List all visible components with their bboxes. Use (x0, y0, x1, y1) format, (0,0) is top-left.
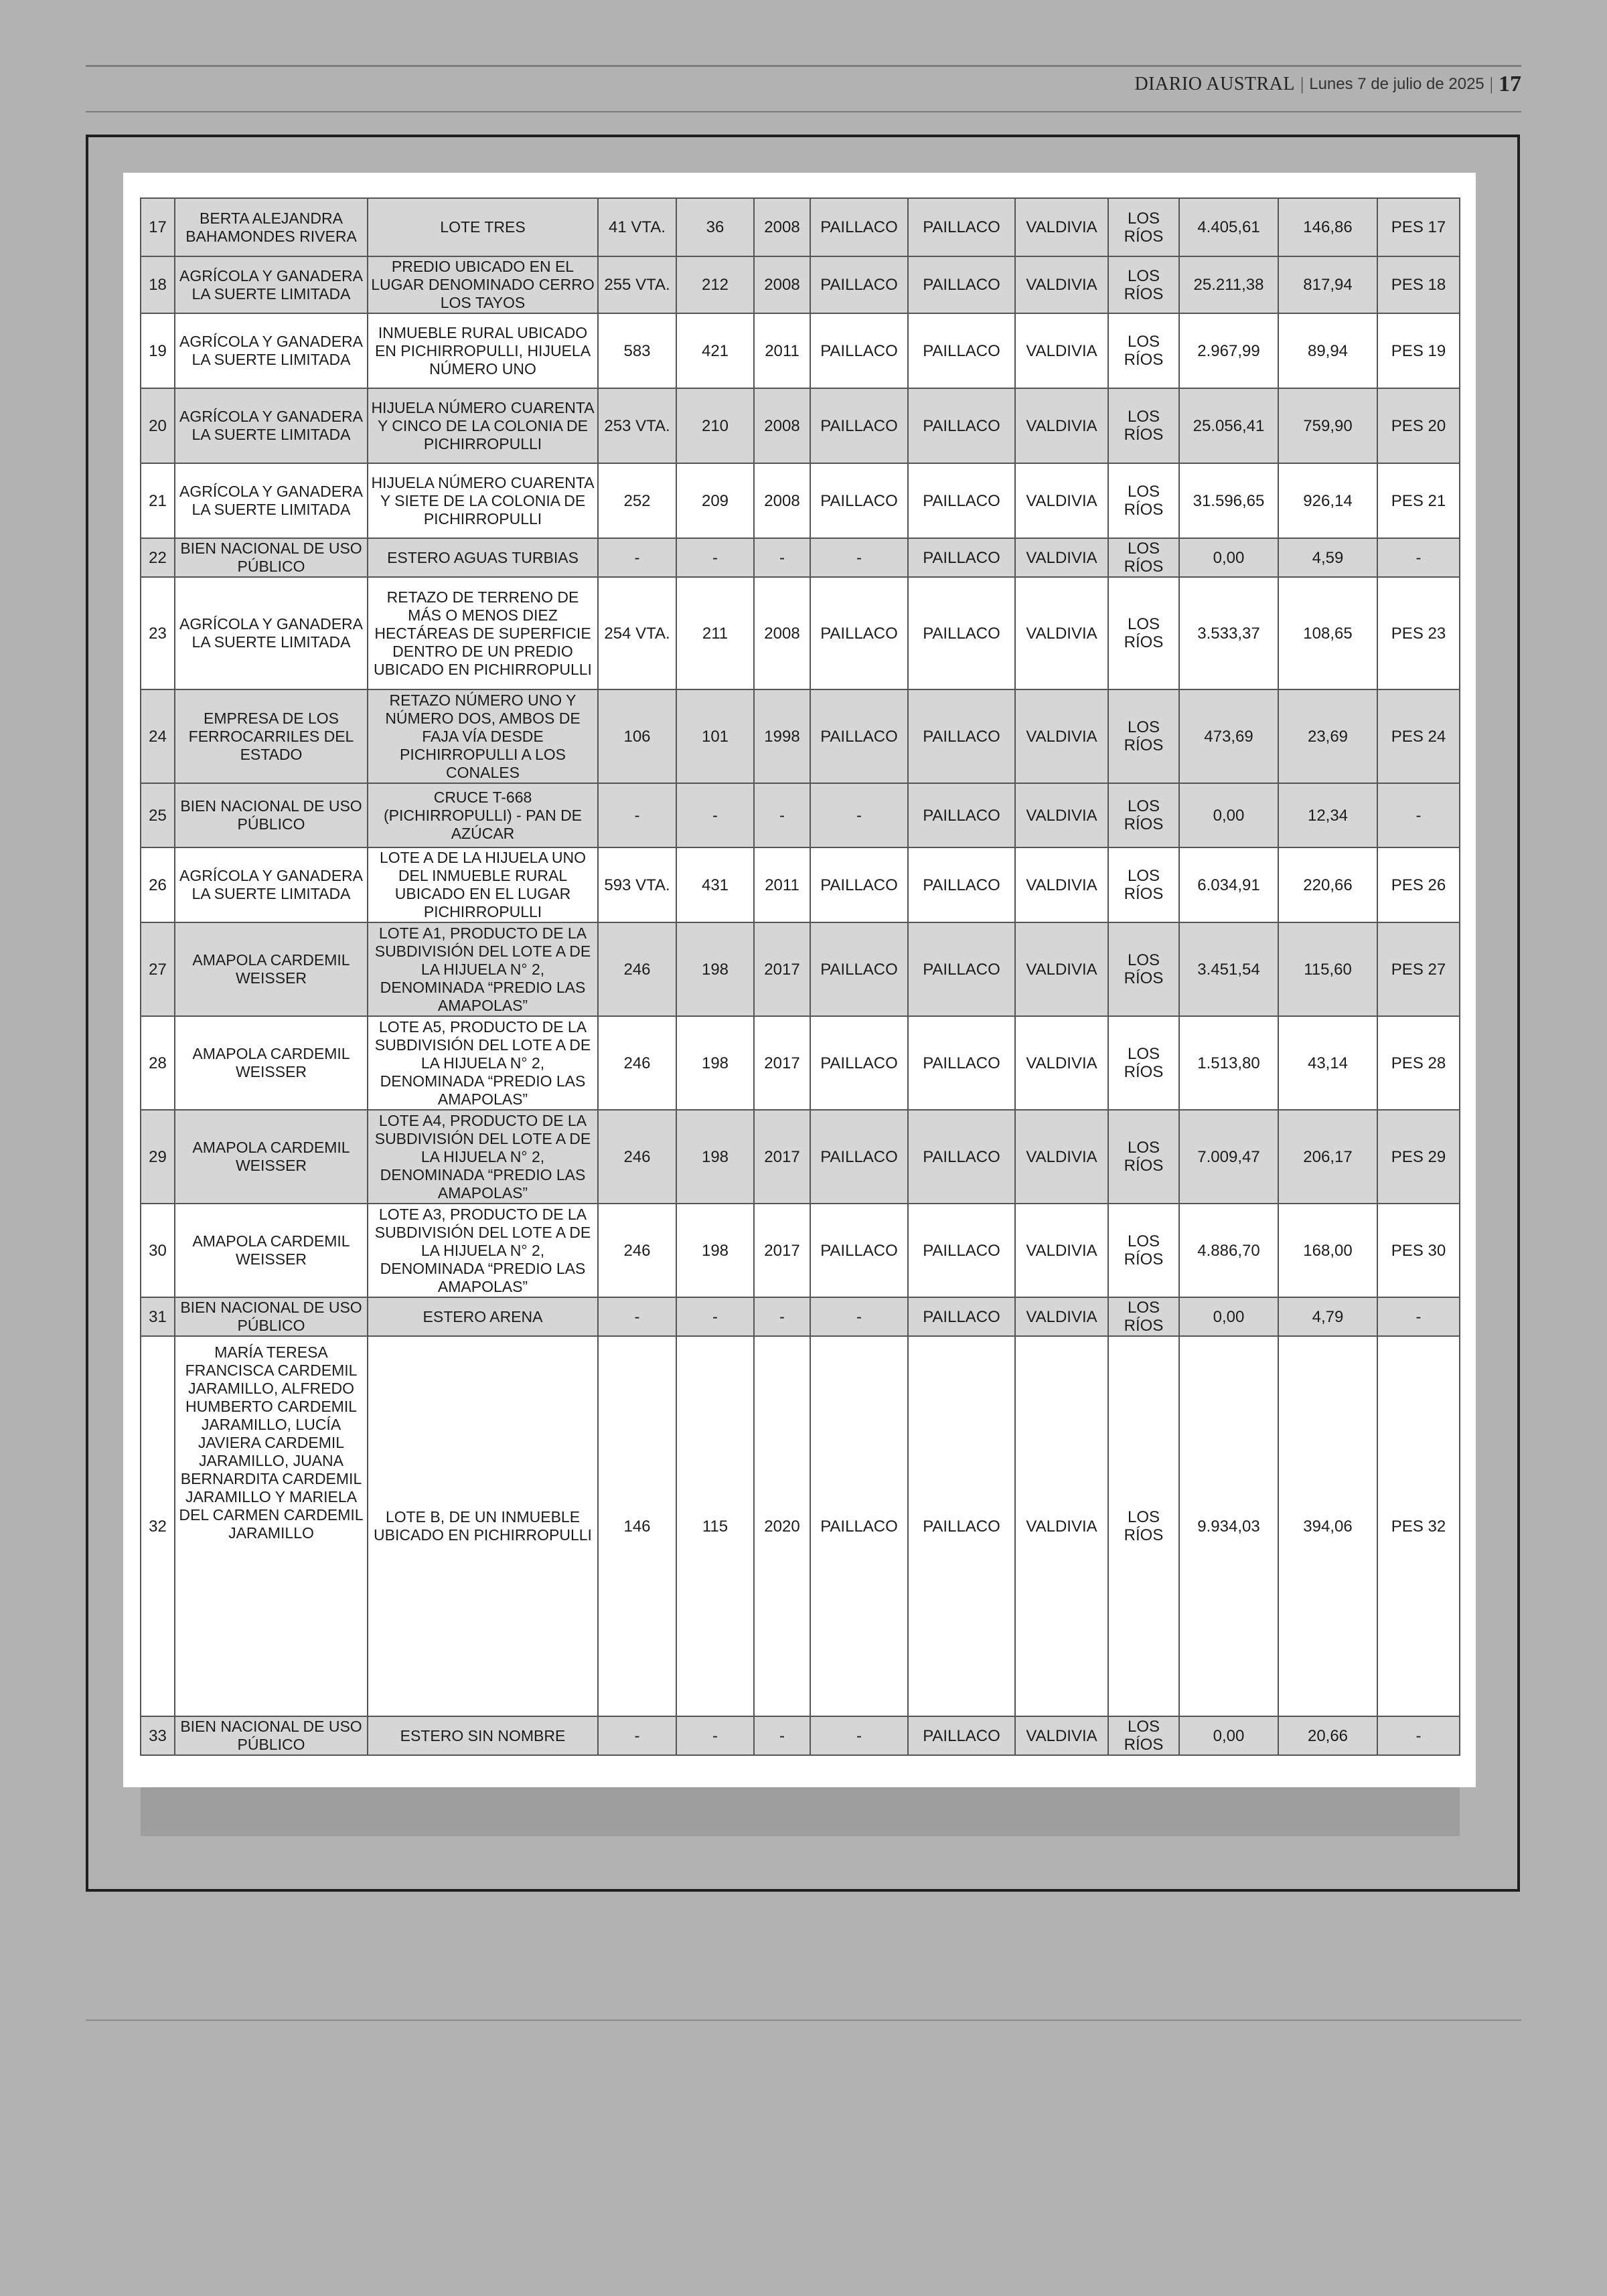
lot-code-cell: - (1377, 1297, 1460, 1336)
table-row (141, 1204, 1460, 1297)
inscription-year-cell: 2017 (754, 1110, 810, 1204)
fojas-cell: 583 (598, 313, 676, 388)
table-row (141, 313, 1460, 388)
lot-code-cell: PES 26 (1377, 847, 1460, 922)
owner-name-cell: AGRÍCOLA Y GANADERA LA SUERTE LIMITADA (175, 256, 368, 313)
province-cell: VALDIVIA (1015, 198, 1108, 256)
row-number-cell: 25 (141, 783, 175, 847)
fojas-cell: - (598, 538, 676, 577)
property-description-cell: ESTERO SIN NOMBRE (368, 1716, 598, 1755)
row-number-cell: 32 (141, 1336, 175, 1716)
area-m2-cell: 220,66 (1278, 847, 1377, 922)
registry-cell: PAILLACO (810, 577, 908, 689)
area-m2-cell: 23,69 (1278, 689, 1377, 783)
row-number-cell: 27 (141, 922, 175, 1016)
area-m2-cell: 20,66 (1278, 1716, 1377, 1755)
row-number-cell: 18 (141, 256, 175, 313)
table-row (141, 577, 1460, 689)
commune-cell: PAILLACO (908, 847, 1015, 922)
surface-area-cell: 6.034,91 (1179, 847, 1278, 922)
inscription-year-cell: 2008 (754, 256, 810, 313)
area-m2-cell: 43,14 (1278, 1016, 1377, 1110)
row-number-cell: 20 (141, 388, 175, 463)
table-row (141, 1716, 1460, 1755)
area-m2-cell: 168,00 (1278, 1204, 1377, 1297)
commune-cell: PAILLACO (908, 689, 1015, 783)
registry-cell: - (810, 783, 908, 847)
province-cell: VALDIVIA (1015, 313, 1108, 388)
inscription-number-cell: - (676, 1297, 754, 1336)
registry-cell: - (810, 538, 908, 577)
inscription-year-cell: 1998 (754, 689, 810, 783)
table-row (141, 1110, 1460, 1204)
area-m2-cell: 12,34 (1278, 783, 1377, 847)
property-description-cell: RETAZO NÚMERO UNO Y NÚMERO DOS, AMBOS DE FAJA VÍA DESDE PICHIRROPULLI A LOS CONALES (368, 689, 598, 783)
property-description-cell: LOTE TRES (368, 198, 598, 256)
surface-area-cell: 4.886,70 (1179, 1204, 1278, 1297)
inscription-number-cell: 101 (676, 689, 754, 783)
property-description-cell: INMUEBLE RURAL UBICADO EN PICHIRROPULLI, HIJUELA NÚMERO UNO (368, 313, 598, 388)
inscription-number-cell: 212 (676, 256, 754, 313)
fojas-cell: 246 (598, 922, 676, 1016)
owner-name-cell: AGRÍCOLA Y GANADERA LA SUERTE LIMITADA (175, 388, 368, 463)
surface-area-cell: 31.596,65 (1179, 463, 1278, 538)
header-rule-bottom (86, 111, 1521, 112)
surface-area-cell: 3.533,37 (1179, 577, 1278, 689)
commune-cell: PAILLACO (908, 388, 1015, 463)
surface-area-cell: 4.405,61 (1179, 198, 1278, 256)
commune-cell: PAILLACO (908, 1204, 1015, 1297)
area-m2-cell: 4,59 (1278, 538, 1377, 577)
region-cell: LOS RÍOS (1108, 388, 1179, 463)
region-cell: LOS RÍOS (1108, 847, 1179, 922)
registry-cell: PAILLACO (810, 1204, 908, 1297)
commune-cell: PAILLACO (908, 256, 1015, 313)
fojas-cell: 254 VTA. (598, 577, 676, 689)
table-row (141, 1336, 1460, 1716)
registry-cell: PAILLACO (810, 1016, 908, 1110)
commune-cell: PAILLACO (908, 1297, 1015, 1336)
lot-code-cell: PES 32 (1377, 1336, 1460, 1716)
region-cell: LOS RÍOS (1108, 783, 1179, 847)
fojas-cell: 253 VTA. (598, 388, 676, 463)
inscription-number-cell: 36 (676, 198, 754, 256)
property-description-cell: RETAZO DE TERRENO DE MÁS O MENOS DIEZ HECTÁREAS DE SUPERFICIE DENTRO DE UN PREDIO UBICADO EN PICHIRROPULLI (368, 577, 598, 689)
commune-cell: PAILLACO (908, 463, 1015, 538)
province-cell: VALDIVIA (1015, 577, 1108, 689)
header-rule-top (86, 65, 1521, 67)
registry-cell: PAILLACO (810, 256, 908, 313)
surface-area-cell: 25.056,41 (1179, 388, 1278, 463)
lot-code-cell: PES 27 (1377, 922, 1460, 1016)
inscription-number-cell: - (676, 1716, 754, 1755)
surface-area-cell: 473,69 (1179, 689, 1278, 783)
province-cell: VALDIVIA (1015, 847, 1108, 922)
inscription-number-cell: 421 (676, 313, 754, 388)
issue-date: Lunes 7 de julio de 2025 (1309, 75, 1484, 93)
header-separator-2: | (1489, 74, 1493, 94)
inscription-number-cell: 198 (676, 1204, 754, 1297)
commune-cell: PAILLACO (908, 577, 1015, 689)
province-cell: VALDIVIA (1015, 256, 1108, 313)
region-cell: LOS RÍOS (1108, 198, 1179, 256)
property-description-cell: LOTE A1, PRODUCTO DE LA SUBDIVISIÓN DEL LOTE A DE LA HIJUELA N° 2, DENOMINADA “PREDIO LAS AMAPOLAS” (368, 922, 598, 1016)
inscription-year-cell: - (754, 538, 810, 577)
newspaper-name: DIARIO AUSTRAL (1134, 74, 1295, 94)
area-m2-cell: 817,94 (1278, 256, 1377, 313)
inscription-year-cell: 2008 (754, 577, 810, 689)
region-cell: LOS RÍOS (1108, 577, 1179, 689)
page-header (1134, 70, 1521, 99)
owner-name-cell: EMPRESA DE LOS FERROCARRILES DEL ESTADO (175, 689, 368, 783)
owner-name-cell: BIEN NACIONAL DE USO PÚBLICO (175, 1716, 368, 1755)
fojas-cell: 252 (598, 463, 676, 538)
inscription-number-cell: 211 (676, 577, 754, 689)
area-m2-cell: 759,90 (1278, 388, 1377, 463)
registry-cell: PAILLACO (810, 1336, 908, 1716)
region-cell: LOS RÍOS (1108, 689, 1179, 783)
area-m2-cell: 115,60 (1278, 922, 1377, 1016)
table-row (141, 463, 1460, 538)
property-description-cell: LOTE B, DE UN INMUEBLE UBICADO EN PICHIRROPULLI (368, 1336, 598, 1716)
registry-cell: PAILLACO (810, 313, 908, 388)
property-description-cell: ESTERO ARENA (368, 1297, 598, 1336)
region-cell: LOS RÍOS (1108, 1716, 1179, 1755)
region-cell: LOS RÍOS (1108, 538, 1179, 577)
inscription-year-cell: 2008 (754, 388, 810, 463)
commune-cell: PAILLACO (908, 1016, 1015, 1110)
surface-area-cell: 0,00 (1179, 783, 1278, 847)
area-m2-cell: 108,65 (1278, 577, 1377, 689)
surface-area-cell: 9.934,03 (1179, 1336, 1278, 1716)
table-row (141, 847, 1460, 922)
row-number-cell: 28 (141, 1016, 175, 1110)
registry-cell: - (810, 1297, 908, 1336)
lot-code-cell: PES 20 (1377, 388, 1460, 463)
row-number-cell: 31 (141, 1297, 175, 1336)
inscription-year-cell: 2011 (754, 847, 810, 922)
registry-cell: PAILLACO (810, 847, 908, 922)
commune-cell: PAILLACO (908, 1716, 1015, 1755)
inscription-year-cell: - (754, 1716, 810, 1755)
owner-name-cell: AGRÍCOLA Y GANADERA LA SUERTE LIMITADA (175, 313, 368, 388)
table-row (141, 538, 1460, 577)
lot-code-cell: PES 29 (1377, 1110, 1460, 1204)
lot-code-cell: PES 18 (1377, 256, 1460, 313)
province-cell: VALDIVIA (1015, 922, 1108, 1016)
row-number-cell: 21 (141, 463, 175, 538)
row-number-cell: 22 (141, 538, 175, 577)
surface-area-cell: 3.451,54 (1179, 922, 1278, 1016)
area-m2-cell: 206,17 (1278, 1110, 1377, 1204)
surface-area-cell: 7.009,47 (1179, 1110, 1278, 1204)
owner-name-cell: BIEN NACIONAL DE USO PÚBLICO (175, 1297, 368, 1336)
table-row (141, 783, 1460, 847)
table-row (141, 689, 1460, 783)
property-description-cell: HIJUELA NÚMERO CUARENTA Y CINCO DE LA COLONIA DE PICHIRROPULLI (368, 388, 598, 463)
owner-name-cell: BIEN NACIONAL DE USO PÚBLICO (175, 538, 368, 577)
lot-code-cell: PES 17 (1377, 198, 1460, 256)
row-number-cell: 17 (141, 198, 175, 256)
property-description-cell: LOTE A5, PRODUCTO DE LA SUBDIVISIÓN DEL LOTE A DE LA HIJUELA N° 2, DENOMINADA “PREDIO LAS AMAPOLAS” (368, 1016, 598, 1110)
inscription-number-cell: 210 (676, 388, 754, 463)
owner-name-cell: AMAPOLA CARDEMIL WEISSER (175, 1110, 368, 1204)
commune-cell: PAILLACO (908, 1336, 1015, 1716)
inscription-year-cell: 2017 (754, 1016, 810, 1110)
owner-name-cell: AMAPOLA CARDEMIL WEISSER (175, 1204, 368, 1297)
surface-area-cell: 25.211,38 (1179, 256, 1278, 313)
region-cell: LOS RÍOS (1108, 1110, 1179, 1204)
inscription-number-cell: 431 (676, 847, 754, 922)
commune-cell: PAILLACO (908, 198, 1015, 256)
owner-name-cell: AGRÍCOLA Y GANADERA LA SUERTE LIMITADA (175, 847, 368, 922)
footer-rule (86, 2020, 1521, 2021)
lot-code-cell: PES 30 (1377, 1204, 1460, 1297)
page-number: 17 (1499, 72, 1521, 96)
table-row (141, 1297, 1460, 1336)
property-description-cell: LOTE A3, PRODUCTO DE LA SUBDIVISIÓN DEL LOTE A DE LA HIJUELA N° 2, DENOMINADA “PREDIO LAS AMAPOLAS” (368, 1204, 598, 1297)
property-description-cell: PREDIO UBICADO EN EL LUGAR DENOMINADO CERRO LOS TAYOS (368, 256, 598, 313)
row-number-cell: 33 (141, 1716, 175, 1755)
row-number-cell: 29 (141, 1110, 175, 1204)
table-row (141, 198, 1460, 256)
surface-area-cell: 1.513,80 (1179, 1016, 1278, 1110)
row-number-cell: 30 (141, 1204, 175, 1297)
inscription-year-cell: - (754, 1297, 810, 1336)
region-cell: LOS RÍOS (1108, 922, 1179, 1016)
property-description-cell: LOTE A4, PRODUCTO DE LA SUBDIVISIÓN DEL LOTE A DE LA HIJUELA N° 2, DENOMINADA “PREDIO LAS AMAPOLAS” (368, 1110, 598, 1204)
property-description-cell: CRUCE T-668 (PICHIRROPULLI) - PAN DE AZÚCAR (368, 783, 598, 847)
owner-name-cell: MARÍA TERESA FRANCISCA CARDEMIL JARAMILLO, ALFREDO HUMBERTO CARDEMIL JARAMILLO, LUCÍA JAVIERA CARDEMIL JARAMILLO, JUANA BERNARDITA CARDEMIL JARAMILLO Y MARIELA DEL CARMEN CARDEMIL JARAMILLO (175, 1336, 368, 1716)
table-row (141, 388, 1460, 463)
inscription-year-cell: - (754, 783, 810, 847)
lot-code-cell: - (1377, 783, 1460, 847)
row-number-cell: 24 (141, 689, 175, 783)
expropriation-table (140, 197, 1460, 1756)
header-separator: | (1300, 74, 1304, 94)
commune-cell: PAILLACO (908, 922, 1015, 1016)
fojas-cell: 246 (598, 1204, 676, 1297)
fojas-cell: 146 (598, 1336, 676, 1716)
province-cell: VALDIVIA (1015, 1016, 1108, 1110)
fojas-cell: 255 VTA. (598, 256, 676, 313)
province-cell: VALDIVIA (1015, 538, 1108, 577)
fojas-cell: - (598, 1716, 676, 1755)
table-body (141, 198, 1460, 1755)
area-m2-cell: 4,79 (1278, 1297, 1377, 1336)
lot-code-cell: - (1377, 538, 1460, 577)
row-number-cell: 23 (141, 577, 175, 689)
owner-name-cell: BERTA ALEJANDRA BAHAMONDES RIVERA (175, 198, 368, 256)
row-number-cell: 26 (141, 847, 175, 922)
province-cell: VALDIVIA (1015, 1110, 1108, 1204)
inscription-year-cell: 2017 (754, 1204, 810, 1297)
fojas-cell: 246 (598, 1016, 676, 1110)
region-cell: LOS RÍOS (1108, 313, 1179, 388)
owner-name-cell: AMAPOLA CARDEMIL WEISSER (175, 922, 368, 1016)
owner-name-cell: BIEN NACIONAL DE USO PÚBLICO (175, 783, 368, 847)
inscription-number-cell: 115 (676, 1336, 754, 1716)
inscription-number-cell: - (676, 783, 754, 847)
region-cell: LOS RÍOS (1108, 256, 1179, 313)
region-cell: LOS RÍOS (1108, 463, 1179, 538)
commune-cell: PAILLACO (908, 1110, 1015, 1204)
inscription-number-cell: 198 (676, 922, 754, 1016)
fojas-cell: 246 (598, 1110, 676, 1204)
registry-cell: PAILLACO (810, 1110, 908, 1204)
owner-name-cell: AGRÍCOLA Y GANADERA LA SUERTE LIMITADA (175, 463, 368, 538)
fojas-cell: - (598, 783, 676, 847)
table-row (141, 1016, 1460, 1110)
fojas-cell: 593 VTA. (598, 847, 676, 922)
registry-cell: PAILLACO (810, 388, 908, 463)
inscription-year-cell: 2008 (754, 198, 810, 256)
lot-code-cell: PES 23 (1377, 577, 1460, 689)
inscription-number-cell: - (676, 538, 754, 577)
area-m2-cell: 926,14 (1278, 463, 1377, 538)
table-row (141, 922, 1460, 1016)
region-cell: LOS RÍOS (1108, 1336, 1179, 1716)
province-cell: VALDIVIA (1015, 463, 1108, 538)
inscription-year-cell: 2020 (754, 1336, 810, 1716)
table-row (141, 256, 1460, 313)
area-m2-cell: 146,86 (1278, 198, 1377, 256)
region-cell: LOS RÍOS (1108, 1016, 1179, 1110)
surface-area-cell: 2.967,99 (1179, 313, 1278, 388)
registry-cell: PAILLACO (810, 689, 908, 783)
inscription-number-cell: 198 (676, 1016, 754, 1110)
inscription-year-cell: 2011 (754, 313, 810, 388)
fojas-cell: 41 VTA. (598, 198, 676, 256)
fojas-cell: - (598, 1297, 676, 1336)
region-cell: LOS RÍOS (1108, 1204, 1179, 1297)
region-cell: LOS RÍOS (1108, 1297, 1179, 1336)
owner-name-cell: AGRÍCOLA Y GANADERA LA SUERTE LIMITADA (175, 577, 368, 689)
row-number-cell: 19 (141, 313, 175, 388)
inscription-year-cell: 2017 (754, 922, 810, 1016)
lot-code-cell: PES 24 (1377, 689, 1460, 783)
inscription-year-cell: 2008 (754, 463, 810, 538)
province-cell: VALDIVIA (1015, 689, 1108, 783)
province-cell: VALDIVIA (1015, 1204, 1108, 1297)
lot-code-cell: PES 19 (1377, 313, 1460, 388)
lot-code-cell: PES 28 (1377, 1016, 1460, 1110)
lot-code-cell: - (1377, 1716, 1460, 1755)
inscription-number-cell: 198 (676, 1110, 754, 1204)
surface-area-cell: 0,00 (1179, 1297, 1278, 1336)
surface-area-cell: 0,00 (1179, 1716, 1278, 1755)
fojas-cell: 106 (598, 689, 676, 783)
province-cell: VALDIVIA (1015, 783, 1108, 847)
commune-cell: PAILLACO (908, 313, 1015, 388)
registry-cell: PAILLACO (810, 922, 908, 1016)
area-m2-cell: 89,94 (1278, 313, 1377, 388)
registry-cell: PAILLACO (810, 463, 908, 538)
province-cell: VALDIVIA (1015, 1336, 1108, 1716)
property-description-cell: ESTERO AGUAS TURBIAS (368, 538, 598, 577)
registry-cell: PAILLACO (810, 198, 908, 256)
lot-code-cell: PES 21 (1377, 463, 1460, 538)
province-cell: VALDIVIA (1015, 1716, 1108, 1755)
commune-cell: PAILLACO (908, 538, 1015, 577)
commune-cell: PAILLACO (908, 783, 1015, 847)
area-m2-cell: 394,06 (1278, 1336, 1377, 1716)
property-description-cell: LOTE A DE LA HIJUELA UNO DEL INMUEBLE RURAL UBICADO EN EL LUGAR PICHIRROPULLI (368, 847, 598, 922)
inscription-number-cell: 209 (676, 463, 754, 538)
province-cell: VALDIVIA (1015, 388, 1108, 463)
surface-area-cell: 0,00 (1179, 538, 1278, 577)
registry-cell: - (810, 1716, 908, 1755)
province-cell: VALDIVIA (1015, 1297, 1108, 1336)
owner-name-cell: AMAPOLA CARDEMIL WEISSER (175, 1016, 368, 1110)
property-description-cell: HIJUELA NÚMERO CUARENTA Y SIETE DE LA COLONIA DE PICHIRROPULLI (368, 463, 598, 538)
